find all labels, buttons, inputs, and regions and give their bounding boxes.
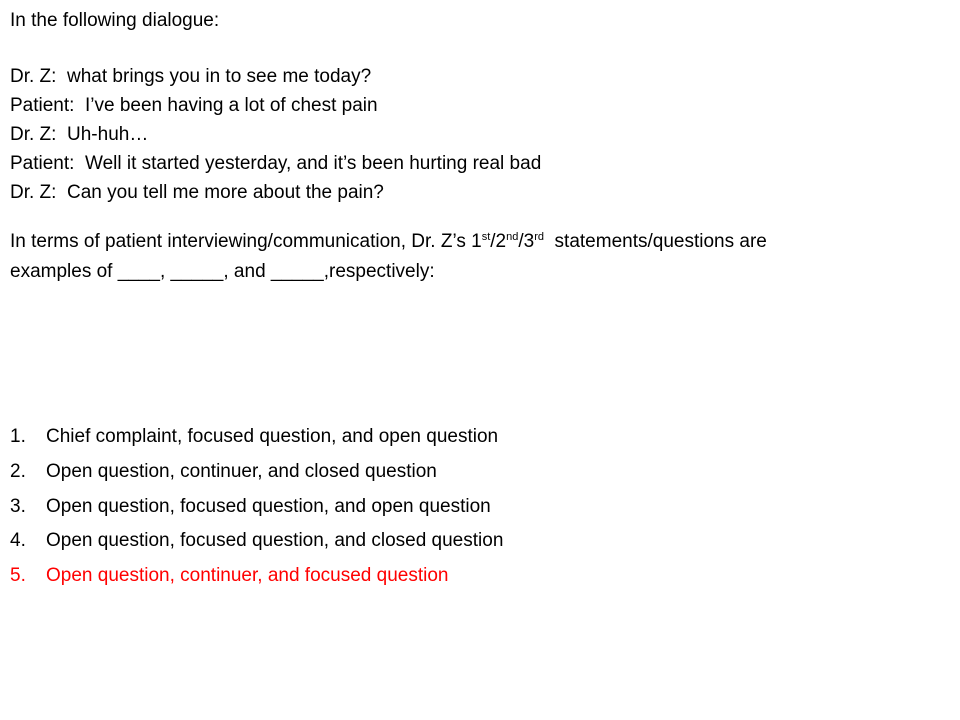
dialogue-intro: In the following dialogue: — [10, 10, 220, 31]
dialogue-line — [10, 149, 541, 178]
option-text: Open question, focused question, and open question — [46, 495, 491, 517]
answer-option[interactable] — [10, 420, 503, 455]
dialogue-text: I’ve been having a lot of chest pain — [85, 95, 378, 116]
answer-option[interactable] — [10, 524, 503, 559]
dialogue-block — [10, 62, 541, 207]
option-number: 2. — [10, 460, 26, 482]
question-lead: In terms of patient interviewing/communication, Dr. Z’s 1 — [10, 231, 482, 252]
question-line-1 — [10, 227, 767, 257]
question-separator: /3 — [518, 231, 535, 252]
dialogue-line — [10, 62, 541, 91]
dialogue-text: Can you tell me more about the pain? — [67, 182, 384, 203]
dialogue-speaker: Dr. Z: — [10, 182, 57, 203]
dialogue-speaker: Patient: — [10, 95, 75, 116]
dialogue-line — [10, 178, 541, 207]
ordinal-superscript: st — [481, 231, 491, 243]
answer-option[interactable] — [10, 490, 503, 525]
question-separator: /2 — [490, 231, 507, 252]
question-prompt — [10, 227, 767, 287]
dialogue-line — [10, 91, 541, 120]
option-text: Open question, continuer, and closed question — [46, 460, 437, 482]
dialogue-text: Well it started yesterday, and it’s been hurting real bad — [85, 153, 542, 174]
option-number: 4. — [10, 530, 26, 552]
option-number: 1. — [10, 426, 26, 447]
dialogue-speaker: Dr. Z: — [10, 66, 57, 87]
dialogue-speaker: Patient: — [10, 153, 75, 174]
dialogue-line — [10, 120, 541, 149]
dialogue-speaker: Dr. Z: — [10, 124, 57, 145]
answer-option[interactable] — [10, 455, 503, 490]
option-text: Open question, focused question, and closed question — [46, 530, 504, 552]
ordinal-superscript: nd — [506, 231, 519, 243]
question-tail: statements/questions are — [544, 231, 767, 252]
answer-options — [10, 420, 503, 594]
dialogue-text: Uh-huh… — [67, 124, 149, 145]
option-text: Chief complaint, focused question, and open question — [46, 426, 499, 447]
question-line-2: examples of ____, _____, and _____,respectively: — [10, 261, 435, 282]
answer-option-correct[interactable] — [10, 559, 503, 594]
option-number: 3. — [10, 495, 26, 517]
ordinal-superscript: rd — [534, 231, 544, 243]
option-number: 5. — [10, 565, 26, 587]
dialogue-text: what brings you in to see me today? — [67, 66, 372, 87]
option-text: Open question, continuer, and focused question — [46, 565, 449, 587]
